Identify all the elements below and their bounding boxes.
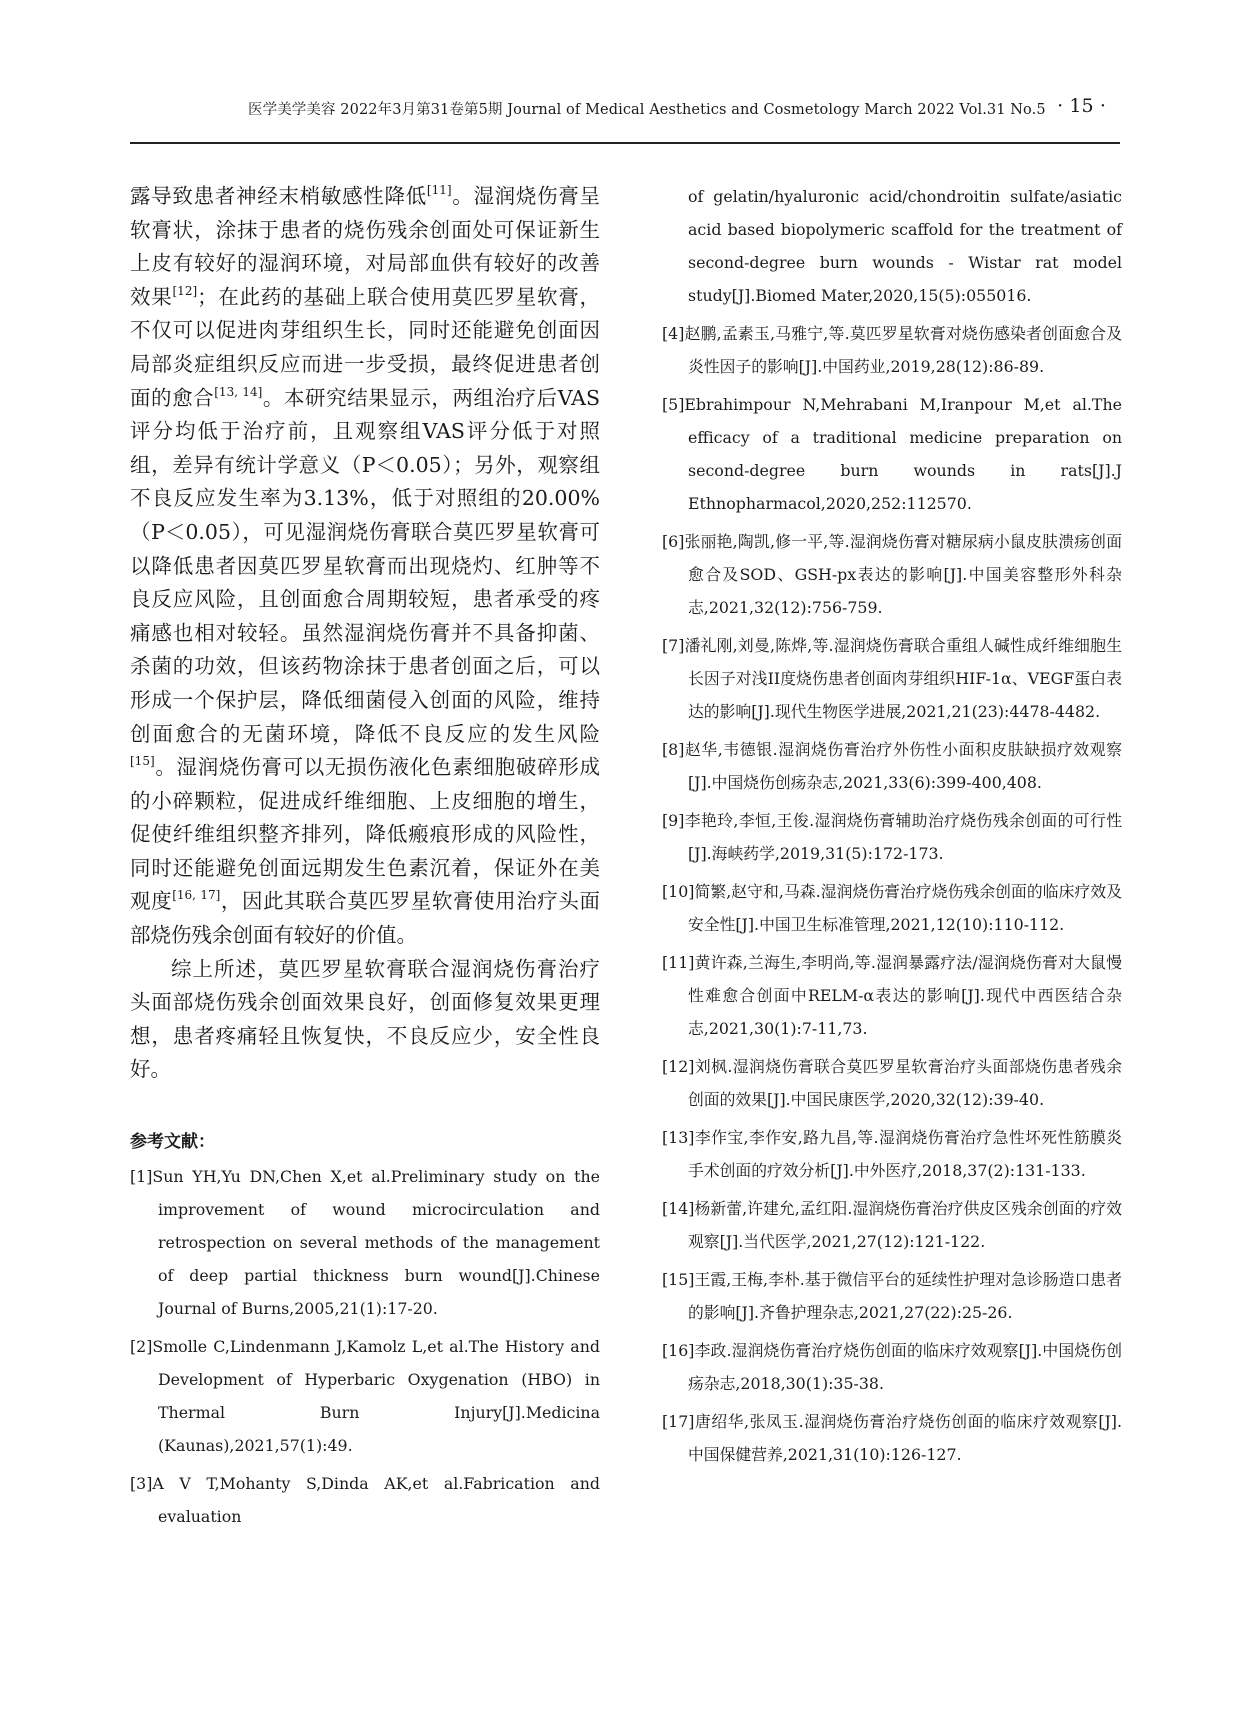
citation: [15] xyxy=(130,754,155,769)
reference-item: [2]Smolle C,Lindenmann J,Kamolz L,et al.The History and Development of Hyperbaric Oxygenation (HBO) in Thermal Burn Injury[J].Medicina (Kaunas),2021,57(1):49. xyxy=(130,1337,600,1456)
reference-item: [4]赵鹏,孟素玉,马雅宁,等.莫匹罗星软膏对烧伤感染者创面愈合及炎性因子的影响[J].中国药业,2019,28(12):86-89. xyxy=(662,324,1122,376)
citation: [16, 17] xyxy=(172,888,221,903)
reference-item-continued: of gelatin/hyaluronic acid/chondroitin sulfate/asiatic acid based biopolymeric scaffold for the treatment of second-degree burn wounds - Wistar rat model study[J].Biomed Mater,2020,15(5):055016. xyxy=(688,187,1122,305)
conclusion-paragraph: 综上所述，莫匹罗星软膏联合湿润烧伤膏治疗头面部烧伤残余创面效果良好，创面修复效果更理想，患者疼痛轻且恢复快，不良反应少，安全性良好。 xyxy=(130,956,600,1082)
discussion-paragraph xyxy=(130,180,600,953)
journal-header-line: 医学美学美容 2022年3月第31卷第5期 Journal of Medical Aesthetics and Cosmetology March 2022 Vol.31 No.5 xyxy=(248,102,1046,118)
reference-item: [6]张丽艳,陶凯,修一平,等.湿润烧伤膏对糖尿病小鼠皮肤溃疡创面愈合及SOD、GSH-px表达的影响[J].中国美容整形外科杂志,2021,32(12):756-759. xyxy=(662,532,1122,617)
left-column xyxy=(130,180,600,1538)
text-run: ；在此药的基础上联合使用莫匹罗星软膏，不仅可以促进肉芽组织生长，同时还能避免创面因局部炎症组织反应而进一步受损，最终促进患者创面的愈合 xyxy=(130,284,601,410)
text-run: 。湿润烧伤膏可以无损伤液化色素细胞破碎形成的小碎颗粒，促进成纤维细胞、上皮细胞的增生，促使纤维组织整齐排列，降低瘢痕形成的风险性，同时还能避免创面远期发生色素沉着，保证外在美观度 xyxy=(130,755,600,914)
reference-item: [14]杨新蕾,许建允,孟红阳.湿润烧伤膏治疗供皮区残余创面的疗效观察[J].当代医学,2021,27(12):121-122. xyxy=(662,1199,1122,1251)
reference-item: [1]Sun YH,Yu DN,Chen X,et al.Preliminary study on the improvement of wound microcirculation and retrospection on several methods of the management of deep partial thickness burn wound[J].Chinese Journal of Burns,2005,21(1):17-20. xyxy=(130,1167,600,1319)
text-run: 。湿润烧伤膏呈软膏状，涂抹于患者的烧伤残余创面处可保证新生上皮有较好的湿润环境，对局部血供有较好的改善效果 xyxy=(130,184,600,309)
reference-item: [3]A V T,Mohanty S,Dinda AK,et al.Fabrication and evaluation xyxy=(130,1474,600,1527)
page-number: · 15 · xyxy=(1057,95,1106,117)
reference-item: [12]刘枫.湿润烧伤膏联合莫匹罗星软膏治疗头面部烧伤患者残余创面的效果[J].中国民康医学,2020,32(12):39-40. xyxy=(662,1057,1122,1109)
citation: [13, 14] xyxy=(214,384,263,399)
reference-item: [9]李艳玲,李恒,王俊.湿润烧伤膏辅助治疗烧伤残余创面的可行性[J].海峡药学,2019,31(5):172-173. xyxy=(662,811,1122,863)
reference-item: [13]李作宝,李作安,路九昌,等.湿润烧伤膏治疗急性坏死性筋膜炎手术创面的疗效分析[J].中外医疗,2018,37(2):131-133. xyxy=(662,1128,1122,1180)
running-header xyxy=(130,95,1120,128)
header-rule xyxy=(130,142,1120,144)
reference-item: [5]Ebrahimpour N,Mehrabani M,Iranpour M,et al.The efficacy of a traditional medicine preparation on second-degree burn wounds in rats[J].J Ethnopharmacol,2020,252:112570. xyxy=(662,395,1122,513)
text-run: ，因此其联合莫匹罗星软膏使用治疗头面部烧伤残余创面有较好的价值。 xyxy=(130,889,600,948)
references-heading: 参考文献： xyxy=(130,1132,215,1153)
right-column xyxy=(662,180,1122,1476)
reference-item: [7]潘礼刚,刘曼,陈烨,等.湿润烧伤膏联合重组人碱性成纤维细胞生长因子对浅II度烧伤患者创面肉芽组织HIF-1α、VEGF蛋白表达的影响[J].现代生物医学进展,2021,21(23):4478-4482. xyxy=(662,636,1122,721)
text-run: 露导致患者神经末梢敏感性降低 xyxy=(130,184,427,208)
reference-item: [8]赵华,韦德银.湿润烧伤膏治疗外伤性小面积皮肤缺损疗效观察[J].中国烧伤创疡杂志,2021,33(6):399-400,408. xyxy=(662,740,1122,792)
reference-item: [16]李政.湿润烧伤膏治疗烧伤创面的临床疗效观察[J].中国烧伤创疡杂志,2018,30(1):35-38. xyxy=(662,1341,1122,1393)
citation: [12] xyxy=(172,283,198,298)
reference-item: [17]唐绍华,张凤玉.湿润烧伤膏治疗烧伤创面的临床疗效观察[J].中国保健营养,2021,31(10):126-127. xyxy=(662,1412,1122,1464)
citation: [11] xyxy=(426,183,452,197)
reference-item: [11]黄许森,兰海生,李明尚,等.湿润暴露疗法/湿润烧伤膏对大鼠慢性难愈合创面中RELM-α表达的影响[J].现代中西医结合杂志,2021,30(1):7-11,73. xyxy=(662,953,1122,1038)
reference-item: [10]简繁,赵守和,马森.湿润烧伤膏治疗烧伤残余创面的临床疗效及安全性[J].中国卫生标准管理,2021,12(10):110-112. xyxy=(662,882,1122,934)
text-run: 。本研究结果显示，两组治疗后VAS评分均低于治疗前，且观察组VAS评分低于对照组，差异有统计学意义（P＜0.05）；另外，观察组不良反应发生率为3.13%，低于对照组的20.00%（P＜0.05），可见湿润烧伤膏联合莫匹罗星软膏可以降低患者因莫匹罗星软膏而出现烧灼、红肿等不良反应风险，且创面愈合周期较短，患者承受的疼痛感也相对较轻。虽然湿润烧伤膏并不具备抑菌、杀菌的功效，但该药物涂抹于患者创面之后，可以形成一个保护层，降低细菌侵入创面的风险，维持创面愈合的无菌环境，降低不良反应的发生风险 xyxy=(130,385,601,746)
reference-item: [15]王霞,王梅,李朴.基于微信平台的延续性护理对急诊肠造口患者的影响[J].齐鲁护理杂志,2021,27(22):25-26. xyxy=(662,1270,1122,1322)
